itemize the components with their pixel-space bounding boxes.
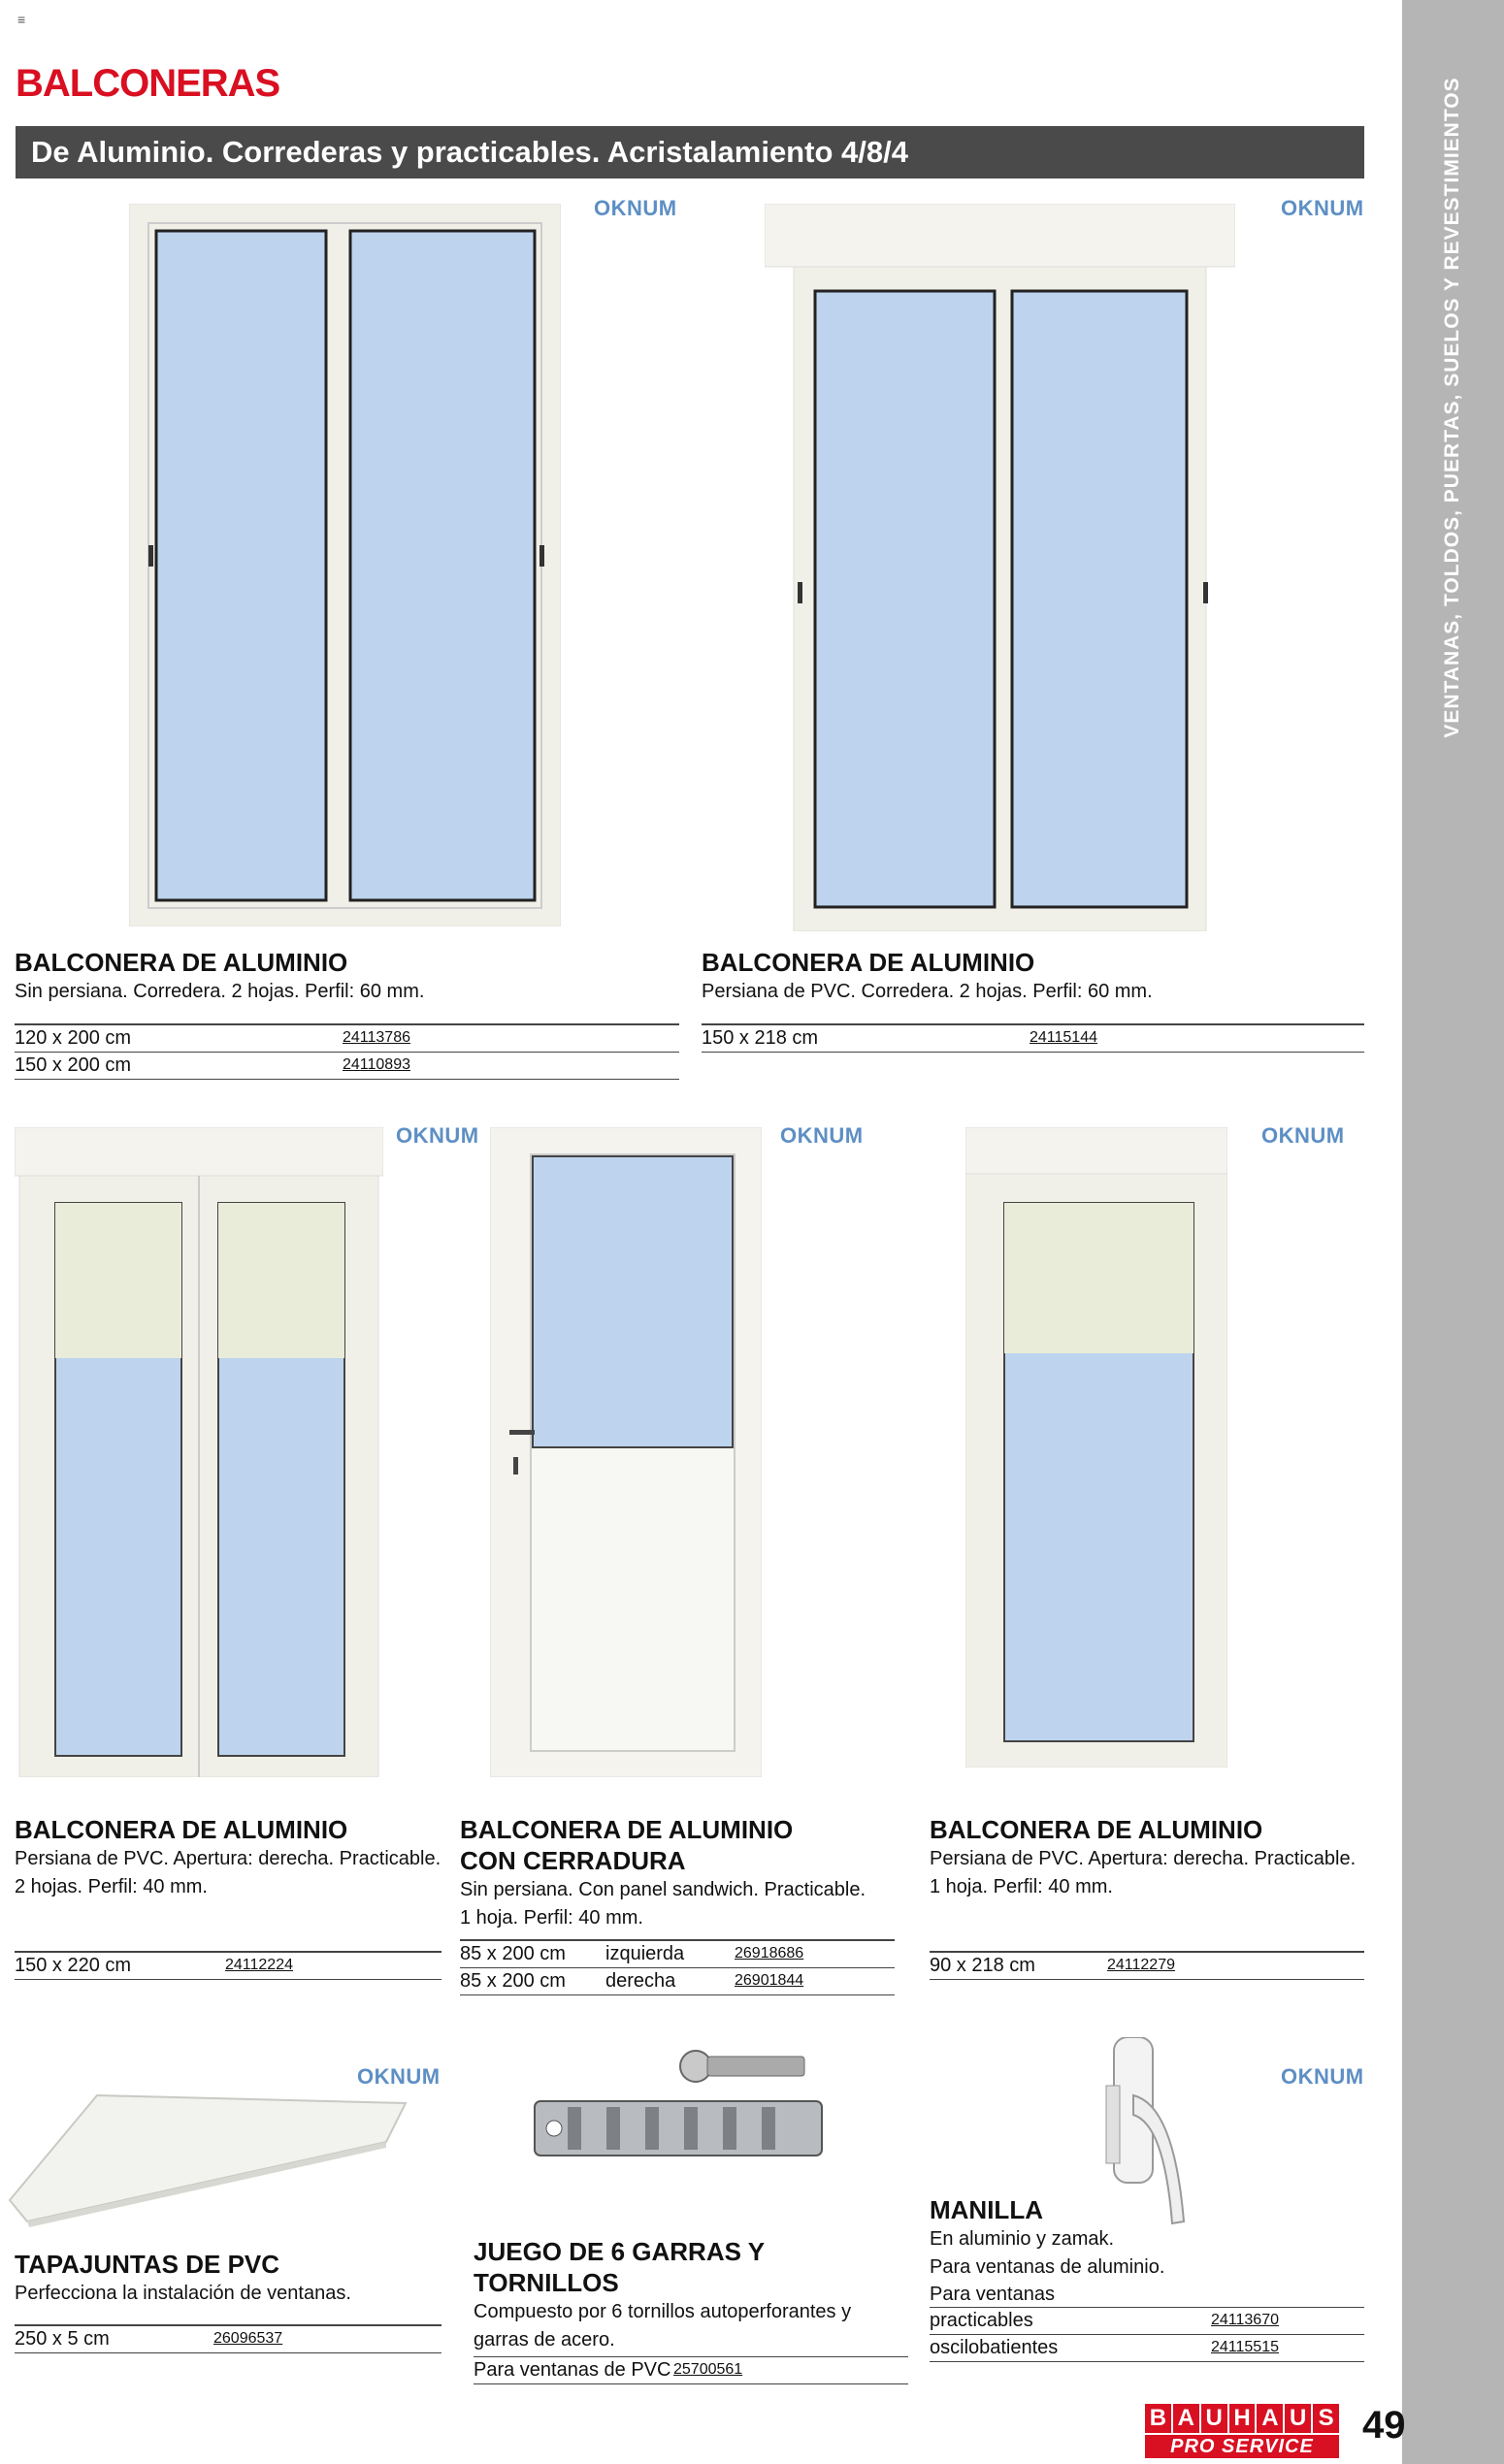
product-description: En aluminio y zamak.: [930, 2228, 1115, 2250]
size-value: 250 x 5 cm: [15, 2328, 110, 2350]
product-card: [460, 1814, 895, 1995]
size-value: practicables: [930, 2310, 1033, 2331]
article-code: 24113670: [1211, 2312, 1279, 2328]
product-image-sliding-door: [129, 204, 561, 926]
product-title: BALCONERA DE ALUMINIO: [702, 948, 1035, 977]
brand-label: OKNUM: [1261, 1123, 1345, 1148]
product-card: [474, 2236, 908, 2384]
size-row: [15, 2326, 441, 2353]
size-table: [15, 1023, 679, 1080]
product-description: Para ventanas de aluminio.: [930, 2256, 1165, 2278]
size-table: [460, 1939, 895, 1995]
product-description: Persiana de PVC. Apertura: derecha. Practicable.: [15, 1848, 441, 1869]
logo-letters: B A U H A U S: [1145, 2404, 1339, 2433]
product-title: BALCONERA DE ALUMINIO: [15, 948, 348, 977]
sidebar-label: VENTANAS, TOLDOS, PUERTAS, SUELOS Y REVESTIMIENTOS: [1441, 77, 1463, 738]
article-code: 24112224: [225, 1957, 293, 1973]
product-card: [15, 2249, 441, 2353]
size-row: [474, 2357, 908, 2384]
product-card: [15, 947, 679, 1080]
product-description: Persiana de PVC. Apertura: derecha. Practicable.: [930, 1848, 1357, 1869]
logo-subtitle: PRO SERVICE: [1145, 2435, 1339, 2458]
size-row: [930, 2335, 1364, 2362]
article-code: 26918686: [735, 1945, 804, 1961]
product-image-screws-and-clamps: [529, 2045, 830, 2171]
product-description: 2 hojas. Perfil: 40 mm.: [15, 1876, 208, 1897]
product-description: Sin persiana. Con panel sandwich. Practicable.: [460, 1879, 866, 1900]
brand-label: OKNUM: [357, 2064, 441, 2089]
product-title: JUEGO DE 6 GARRAS Y TORNILLOS: [474, 2237, 765, 2297]
size-row: [15, 1953, 441, 1980]
product-image-door-lock: [490, 1127, 762, 1777]
size-table: [930, 2308, 1364, 2362]
article-code: 26901844: [735, 1972, 804, 1989]
subtitle-banner: [16, 126, 1364, 178]
opening-side: derecha: [605, 1970, 676, 1992]
product-card: [15, 1814, 441, 1980]
bauhaus-logo: [1145, 2404, 1339, 2458]
size-table: [702, 1023, 1364, 1053]
product-description: Sin persiana. Corredera. 2 hojas. Perfil: 60 mm.: [15, 981, 425, 1002]
product-image-casement-door: [15, 1127, 383, 1777]
article-code: 26096537: [213, 2330, 283, 2347]
brand-label: OKNUM: [780, 1123, 864, 1148]
size-table: [15, 2324, 441, 2353]
product-description: Persiana de PVC. Corredera. 2 hojas. Perfil: 60 mm.: [702, 981, 1153, 1002]
size-row: [15, 1025, 679, 1053]
brand-label: OKNUM: [1281, 196, 1364, 220]
size-value: 85 x 200 cm: [460, 1970, 566, 1992]
brand-label: OKNUM: [1281, 2064, 1364, 2089]
product-description: 1 hoja. Perfil: 40 mm.: [930, 1876, 1113, 1897]
product-description: Compuesto por 6 tornillos autoperforantes y: [474, 2301, 852, 2322]
size-value: 150 x 218 cm: [702, 1027, 819, 1049]
size-row: [930, 1953, 1364, 1980]
product-title: CON CERRADURA: [460, 1846, 686, 1875]
product-title: BALCONERA DE ALUMINIO: [15, 1815, 348, 1844]
product-image-sliding-door-shutter: [765, 204, 1235, 931]
page-title: BALCONERAS: [16, 62, 280, 105]
size-row: [460, 1941, 895, 1968]
product-description: Para ventanas: [930, 2282, 1364, 2308]
size-row: [702, 1025, 1364, 1053]
product-card: [930, 1814, 1364, 1980]
size-row: [930, 2308, 1364, 2335]
brand-label: OKNUM: [396, 1123, 479, 1148]
product-description: garras de acero.: [474, 2329, 615, 2351]
size-value: 85 x 200 cm: [460, 1943, 566, 1964]
product-description: Perfecciona la instalación de ventanas.: [15, 2283, 351, 2304]
size-table: [474, 2356, 908, 2384]
size-value: Para ventanas de PVC: [474, 2359, 671, 2381]
product-title: TAPAJUNTAS DE PVC: [15, 2250, 280, 2279]
opening-side: izquierda: [605, 1943, 685, 1964]
product-description: 1 hoja. Perfil: 40 mm.: [460, 1907, 643, 1929]
product-title: BALCONERA DE ALUMINIO: [930, 1815, 1263, 1844]
article-code: 24113786: [343, 1029, 410, 1046]
product-image-single-door-shutter: [965, 1127, 1227, 1767]
size-table: [15, 1951, 441, 1980]
size-row: [15, 1053, 679, 1080]
article-code: 24115515: [1211, 2339, 1279, 2355]
size-table: [930, 1951, 1364, 1980]
banner-text: De Aluminio. Correderas y practicables. Acristalamiento 4/8/4: [31, 135, 908, 169]
size-value: 120 x 200 cm: [15, 1027, 132, 1049]
product-card: [930, 2194, 1364, 2362]
brand-label: OKNUM: [594, 196, 677, 220]
product-title: BALCONERA DE ALUMINIO: [460, 1815, 794, 1844]
size-value: 150 x 220 cm: [15, 1955, 132, 1976]
article-code: 24112279: [1107, 1957, 1175, 1973]
size-value: 90 x 218 cm: [930, 1955, 1035, 1976]
product-title: MANILLA: [930, 2195, 1043, 2224]
size-row: [460, 1968, 895, 1995]
size-value: 150 x 200 cm: [15, 1054, 132, 1076]
menu-mark: ≡: [17, 12, 26, 27]
product-image-pvc-trim: [0, 2093, 408, 2229]
article-code: 24110893: [343, 1056, 410, 1073]
size-value: oscilobatientes: [930, 2337, 1059, 2358]
article-code: 24115144: [1030, 1029, 1097, 1046]
page-number: 49: [1362, 2404, 1406, 2447]
product-card: [702, 947, 1364, 1053]
article-code: 25700561: [673, 2361, 743, 2378]
